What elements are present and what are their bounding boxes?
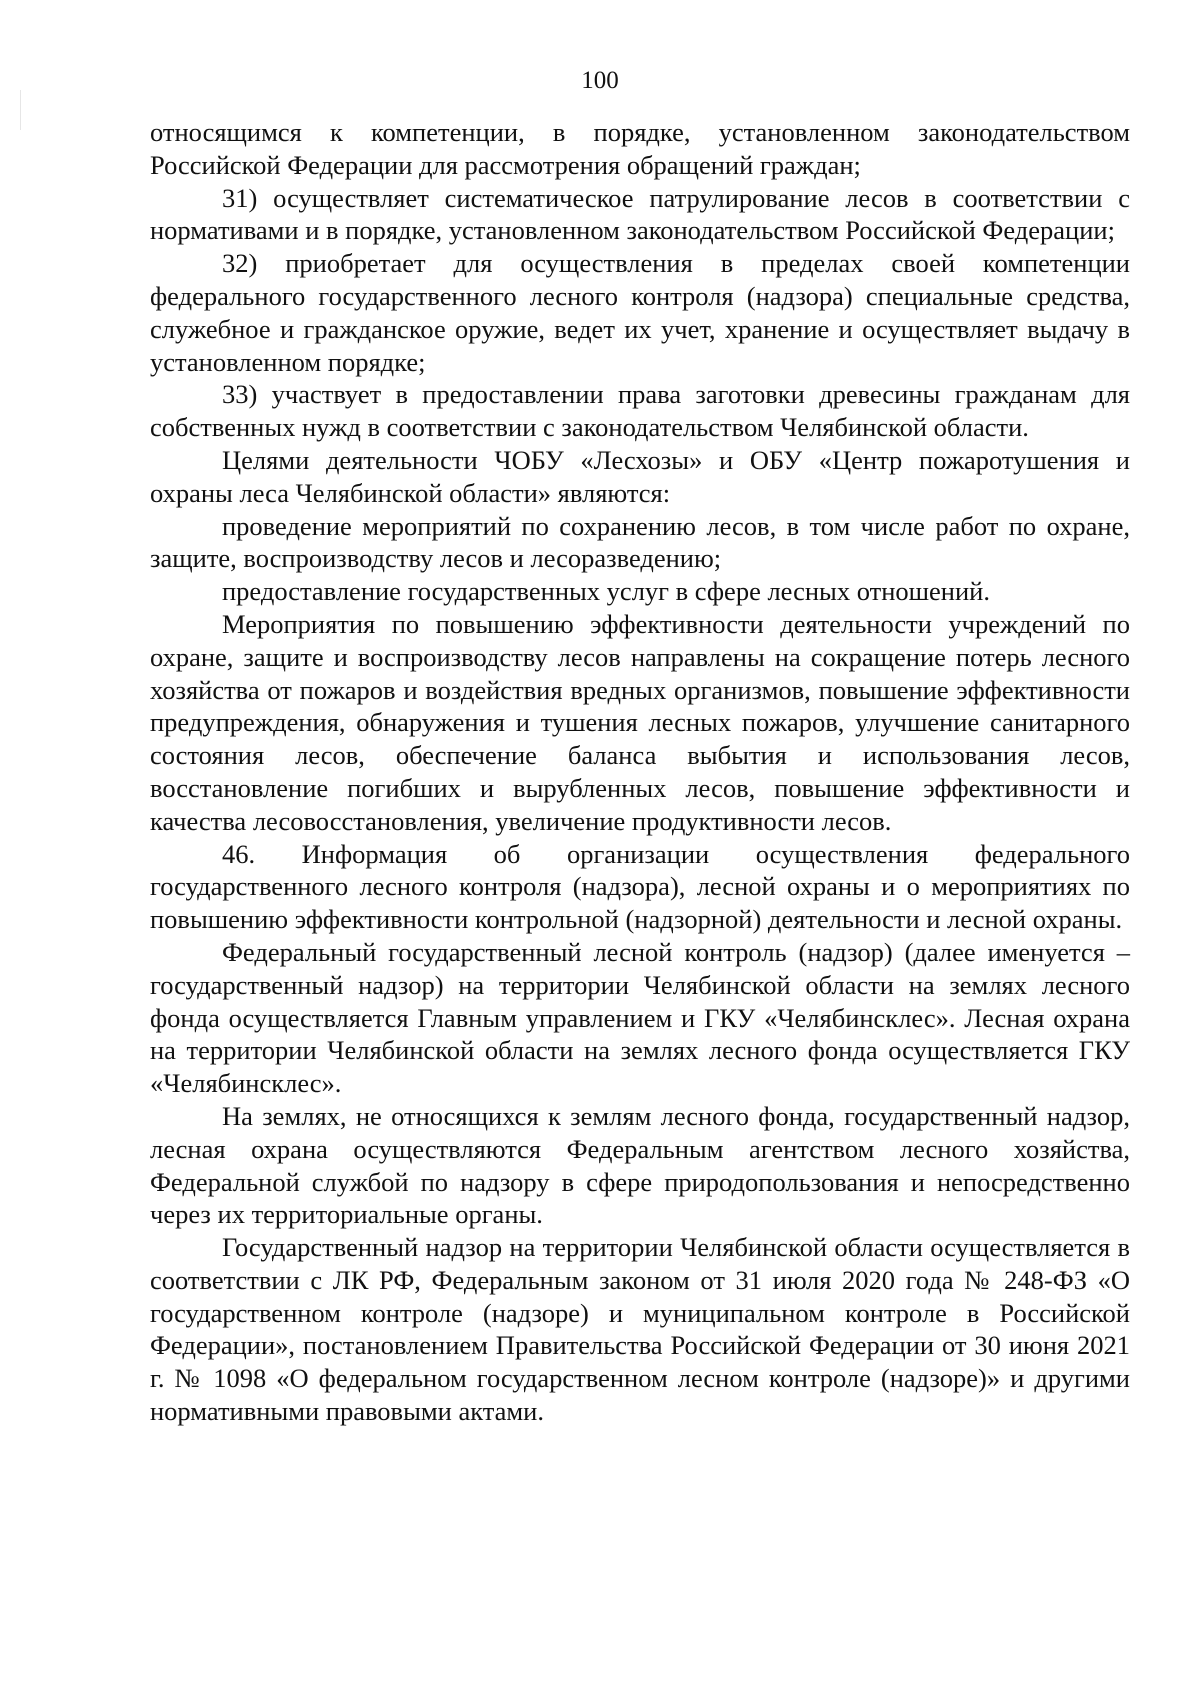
paragraph-item-32: 32) приобретает для осуществления в пределах своей компетенции федерального государственного лесного контроля (надзора) специальные средства, служебное и гражданское оружие, ведет их учет, хранение и осуществляет выдачу в установленном порядке; bbox=[150, 248, 1130, 377]
paragraph-section-46: 46. Информация об организации осуществления федерального государственного лесного контроля (надзора), лесной охраны и о мероприятиях по повышению эффективности контрольной (надзорной) деятельности и лесной охраны. bbox=[150, 838, 1130, 935]
paragraph-goals-intro: Целями деятельности ЧОБУ «Лесхозы» и ОБУ «Центр пожаротушения и охраны леса Челябинской области» являются: bbox=[150, 444, 1130, 508]
paragraph-continuation: относящимся к компетенции, в порядке, установленном законодательством Российской Федерации для рассмотрения обращений граждан; bbox=[150, 117, 1130, 180]
paragraph-item-33: 33) участвует в предоставлении права заготовки древесины гражданам для собственных нужд в соответствии с законодательством Челябинской области. bbox=[150, 379, 1130, 443]
scan-edge-mark bbox=[20, 90, 21, 130]
paragraph-other-lands: На землях, не относящихся к землям лесного фонда, государственный надзор, лесная охрана осуществляются Федеральным агентством лесного хозяйства, Федеральной службой по надзору в сфере природопользования и непосредственно через их территориальные органы. bbox=[150, 1100, 1130, 1230]
paragraph-goal-2: предоставление государственных услуг в сфере лесных отношений. bbox=[222, 576, 990, 607]
page-number: 100 bbox=[581, 67, 619, 94]
paragraph-federal-control: Федеральный государственный лесной контроль (надзор) (далее именуется – государственный надзор) на территории Челябинской области на землях лесного фонда осуществляется Главным управлением и ГКУ «Челябинсклес». Лесная охрана на территории Челябинской области на землях лесного фонда осуществляется ГКУ «Челябинсклес». bbox=[150, 936, 1130, 1099]
paragraph-legal-basis: Государственный надзор на территории Челябинской области осуществляется в соответствии с ЛК РФ, Федеральным законом от 31 июля 2020 года № 248-ФЗ «О государственном контроле (надзоре) и муниципальном контроле в Российской Федерации», постановлением Правительства Российской Федерации от 30 июня 2021 г. № 1098 «О федеральном государственном лесном контроле (надзоре)» и другими нормативными правовыми актами. bbox=[150, 1232, 1130, 1427]
paragraph-goal-1: проведение мероприятий по сохранению лесов, в том числе работ по охране, защите, воспроизводству лесов и лесоразведению; bbox=[150, 510, 1130, 574]
paragraph-measures: Мероприятия по повышению эффективности деятельности учреждений по охране, защите и воспроизводству лесов направлены на сокращение потерь лесного хозяйства от пожаров и воздействия вредных организмов, повышение эффективности предупреждения, обнаружения и тушения лесных пожаров, улучшение санитарного состояния лесов, обеспечение баланса выбытия и использования лесов, восстановление погибших и вырубленных лесов, повышение эффективности и качества лесовосстановления, увеличение продуктивности лесов. bbox=[150, 608, 1130, 836]
paragraph-item-31: 31) осуществляет систематическое патрулирование лесов в соответствии с нормативами и в порядке, установленном законодательством Российской Федерации; bbox=[150, 182, 1130, 246]
document-body bbox=[150, 116, 1130, 1428]
